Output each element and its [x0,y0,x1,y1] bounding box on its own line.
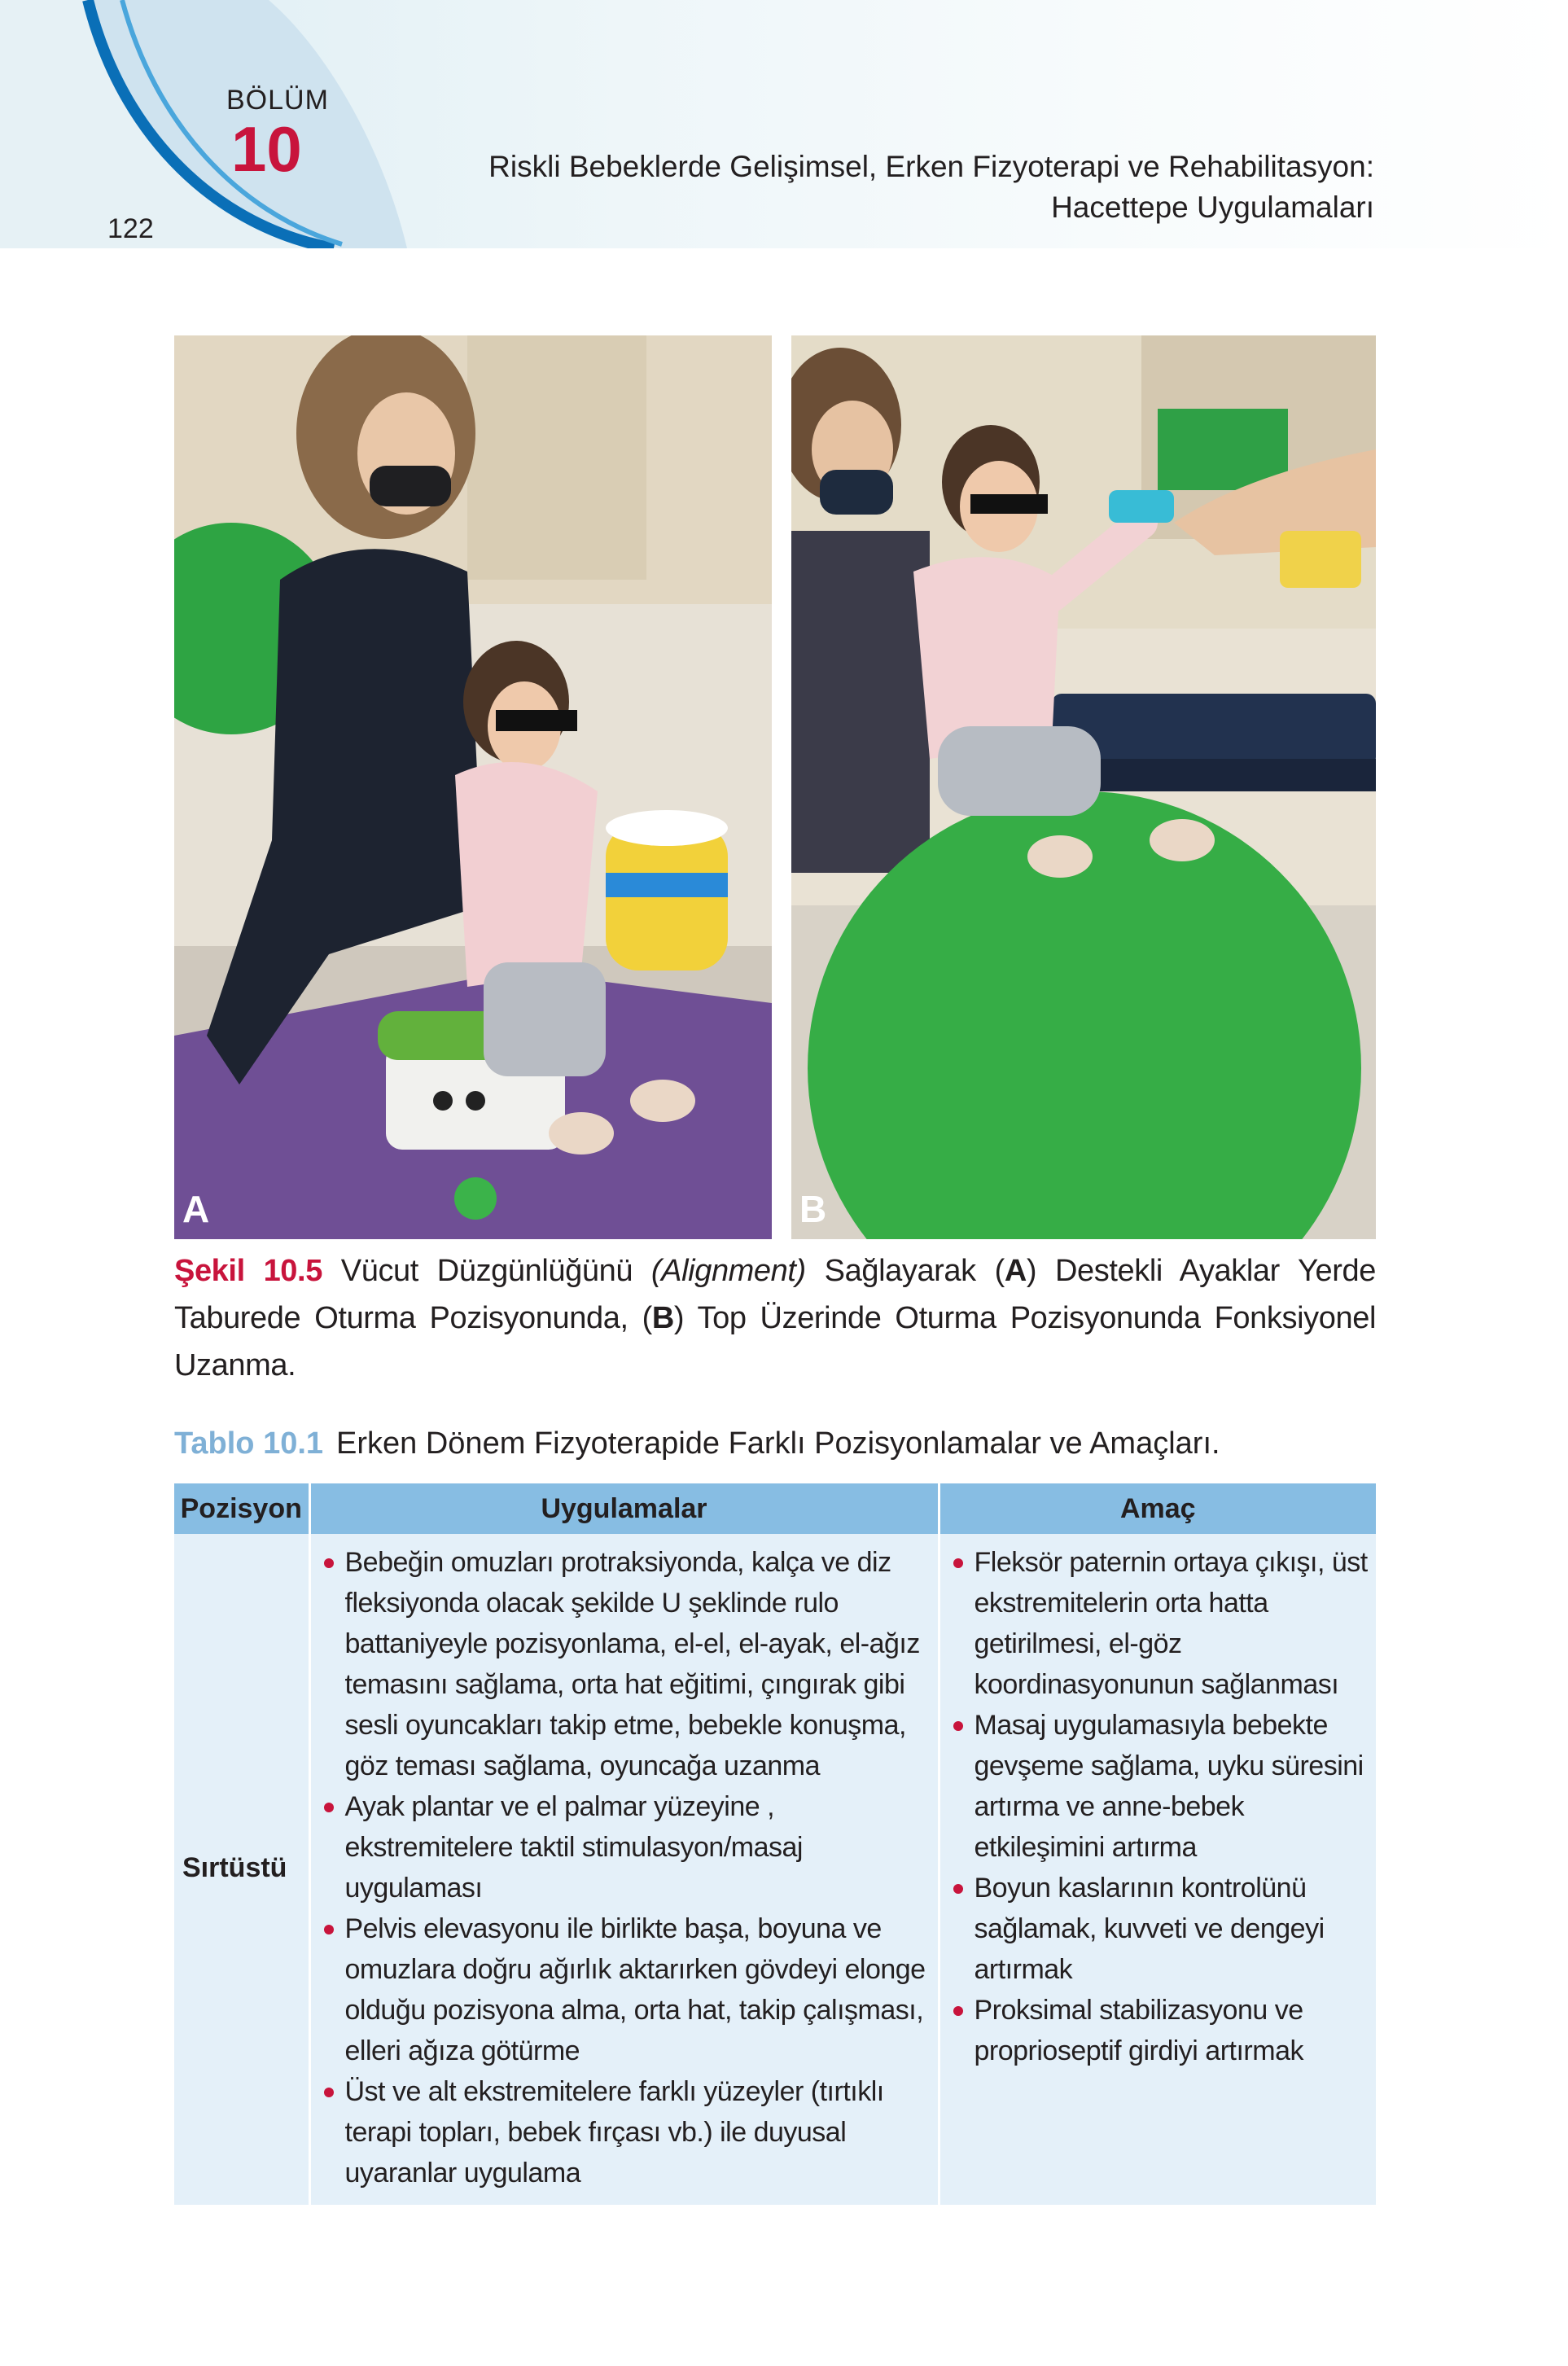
chapter-label: BÖLÜM [226,85,329,116]
cell-applications [309,1534,939,2205]
page-header [0,0,1568,248]
table-label: Tablo 10.1 [174,1426,324,1461]
table-row [174,1534,1376,2205]
list-item: Ayak plantar ve el palmar yüzeyine , ekstremitelere taktil stimulasyon/masaj uygulaması [318,1786,931,1908]
running-title-line1: Riskli Bebeklerde Gelişimsel, Erken Fizyoterapi ve Rehabilitasyon: [488,150,1374,183]
table-title-text: Erken Dönem Fizyoterapide Farklı Pozisyonlamalar ve Amaçları. [336,1426,1220,1461]
goals-list [947,1542,1370,2071]
caption-letter-a: A [1004,1254,1027,1288]
list-item: Masaj uygulamasıyla bebekte gevşeme sağlama, uyku süresini artırma ve anne-bebek etkileşimini artırma [947,1705,1370,1868]
list-item: Bebeğin omuzları protraksiyonda, kalça ve diz fleksiyonda olacak şekilde U şeklinde rulo battaniyeyle pozisyonlama, el-el, el-ayak, el-ağız temasını sağlama, orta hat eğitimi, çıngırak gibi sesli oyuncakları takip etme, bebekle konuşma, göz teması sağlama, oyuncağa uzanma [318,1542,931,1786]
list-item: Üst ve alt ekstremitelere farklı yüzeyler (tırtıklı terapi topları, bebek fırçası vb.) ile duyusal uyaranlar uygulama [318,2071,931,2193]
caption-text-1: Vücut Düzgünlüğünü [340,1254,633,1288]
photo-b-illustration [791,335,1376,1239]
running-title [479,147,1374,228]
caption-italic: (Alignment) [650,1254,806,1288]
header-applications: Uygulamalar [309,1483,939,1534]
photo-panel-a [174,335,772,1239]
running-title-line2: Hacettepe Uygulamaları [1051,191,1374,224]
caption-letter-b: B [651,1301,674,1335]
photo-panel-b [791,335,1376,1239]
header-goal: Amaç [939,1483,1376,1534]
figure-label: Şekil 10.5 [174,1254,322,1288]
applications-list [318,1542,931,2193]
chapter-number: 10 [231,113,302,185]
cell-goals [939,1534,1376,2205]
panel-b-letter: B [799,1188,827,1230]
list-item: Pelvis elevasyonu ile birlikte başa, boyuna ve omuzlara doğru ağırlık aktarırken gövdeyi elonge olduğu pozisyona alma, orta hat, takip çalışması, elleri ağıza götürme [318,1908,931,2071]
caption-text-4: ) Top Üzerinde Oturma Pozisyonunda Fonksiyonel Uzanma. [174,1301,1376,1382]
photo-a-illustration [174,335,772,1239]
panel-a-letter: A [182,1188,210,1230]
list-item: Fleksör paternin ortaya çıkışı, üst ekstremitelerin orta hatta getirilmesi, el-göz koordinasyonunun sağlanması [947,1542,1370,1705]
positioning-table [174,1483,1376,2205]
cell-position: Sırtüstü [174,1534,309,2205]
caption-text-3: ) Destekli Ayaklar Yerde Taburede Oturma Pozisyonunda, ( [174,1254,1376,1335]
page-number: 122 [107,213,154,244]
caption-text-2: Sağlayarak ( [824,1254,1005,1288]
list-item: Proksimal stabilizasyonu ve proprioseptif girdiyi artırmak [947,1990,1370,2071]
header-position: Pozisyon [174,1483,309,1534]
figure-caption [174,1247,1376,1389]
table-header-row [174,1483,1376,1534]
table-title [174,1426,1220,1461]
list-item: Boyun kaslarının kontrolünü sağlamak, kuvveti ve dengeyi artırmak [947,1868,1370,1990]
